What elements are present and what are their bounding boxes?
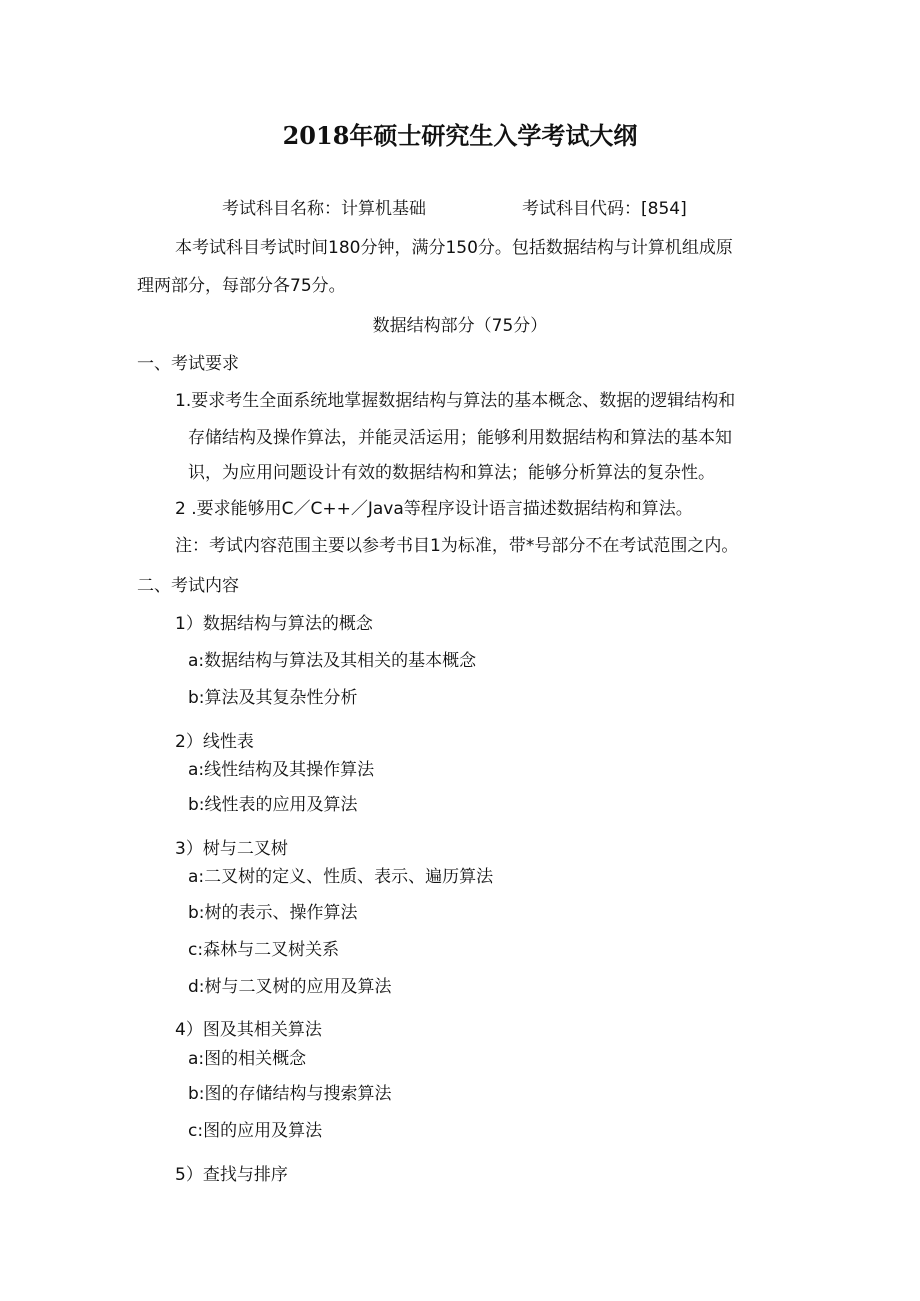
requirement-2: 2 .要求能够用C／C++／Java等程序设计语言描述数据结构和算法。 [175,499,693,519]
subject-code: 考试科目代码：[854] [522,199,687,219]
intro-line-2: 理两部分，每部分各75分。 [137,276,346,296]
requirement-1-line-2: 存储结构及操作算法，并能灵活运用；能够利用数据结构和算法的基本知 [188,428,732,448]
topic-1-item-b: b:算法及其复杂性分析 [188,688,358,708]
topic-4-item-b: b:图的存储结构与搜索算法 [188,1084,392,1104]
content-heading: 二、考试内容 [137,576,239,596]
topic-3-item-b: b:树的表示、操作算法 [188,903,358,923]
topic-3-item-c: c:森林与二叉树关系 [188,940,340,960]
topic-5-label: 5）查找与排序 [175,1165,288,1185]
subject-name: 考试科目名称：计算机基础 [222,199,426,219]
topic-1-item-a: a:数据结构与算法及其相关的基本概念 [188,651,477,671]
topic-2-item-b: b:线性表的应用及算法 [188,795,358,815]
topic-4-item-a: a:图的相关概念 [188,1049,307,1069]
intro-line-1: 本考试科目考试时间180分钟，满分150分。包括数据结构与计算机组成原 [175,238,733,258]
topic-2-label: 2）线性表 [175,732,254,752]
requirement-1-line-3: 识，为应用问题设计有效的数据结构和算法；能够分析算法的复杂性。 [188,463,715,483]
topic-4-item-c: c:图的应用及算法 [188,1121,323,1141]
topic-4-label: 4）图及其相关算法 [175,1020,322,1040]
topic-3-item-a: a:二叉树的定义、性质、表示、遍历算法 [188,867,494,887]
section-title: 数据结构部分（75分） [372,316,548,336]
topic-3-item-d: d:树与二叉树的应用及算法 [188,977,392,997]
topic-2-item-a: a:线性结构及其操作算法 [188,760,375,780]
requirements-note: 注：考试内容范围主要以参考书目1为标准，带*号部分不在考试范围之内。 [175,536,739,556]
requirement-1-line-1: 1.要求考生全面系统地掌握数据结构与算法的基本概念、数据的逻辑结构和 [175,391,736,411]
requirements-heading: 一、考试要求 [137,354,239,374]
topic-1-label: 1）数据结构与算法的概念 [175,614,373,634]
document-title: 2018年硕士研究生入学考试大纲 [282,121,638,150]
topic-3-label: 3）树与二叉树 [175,839,288,859]
